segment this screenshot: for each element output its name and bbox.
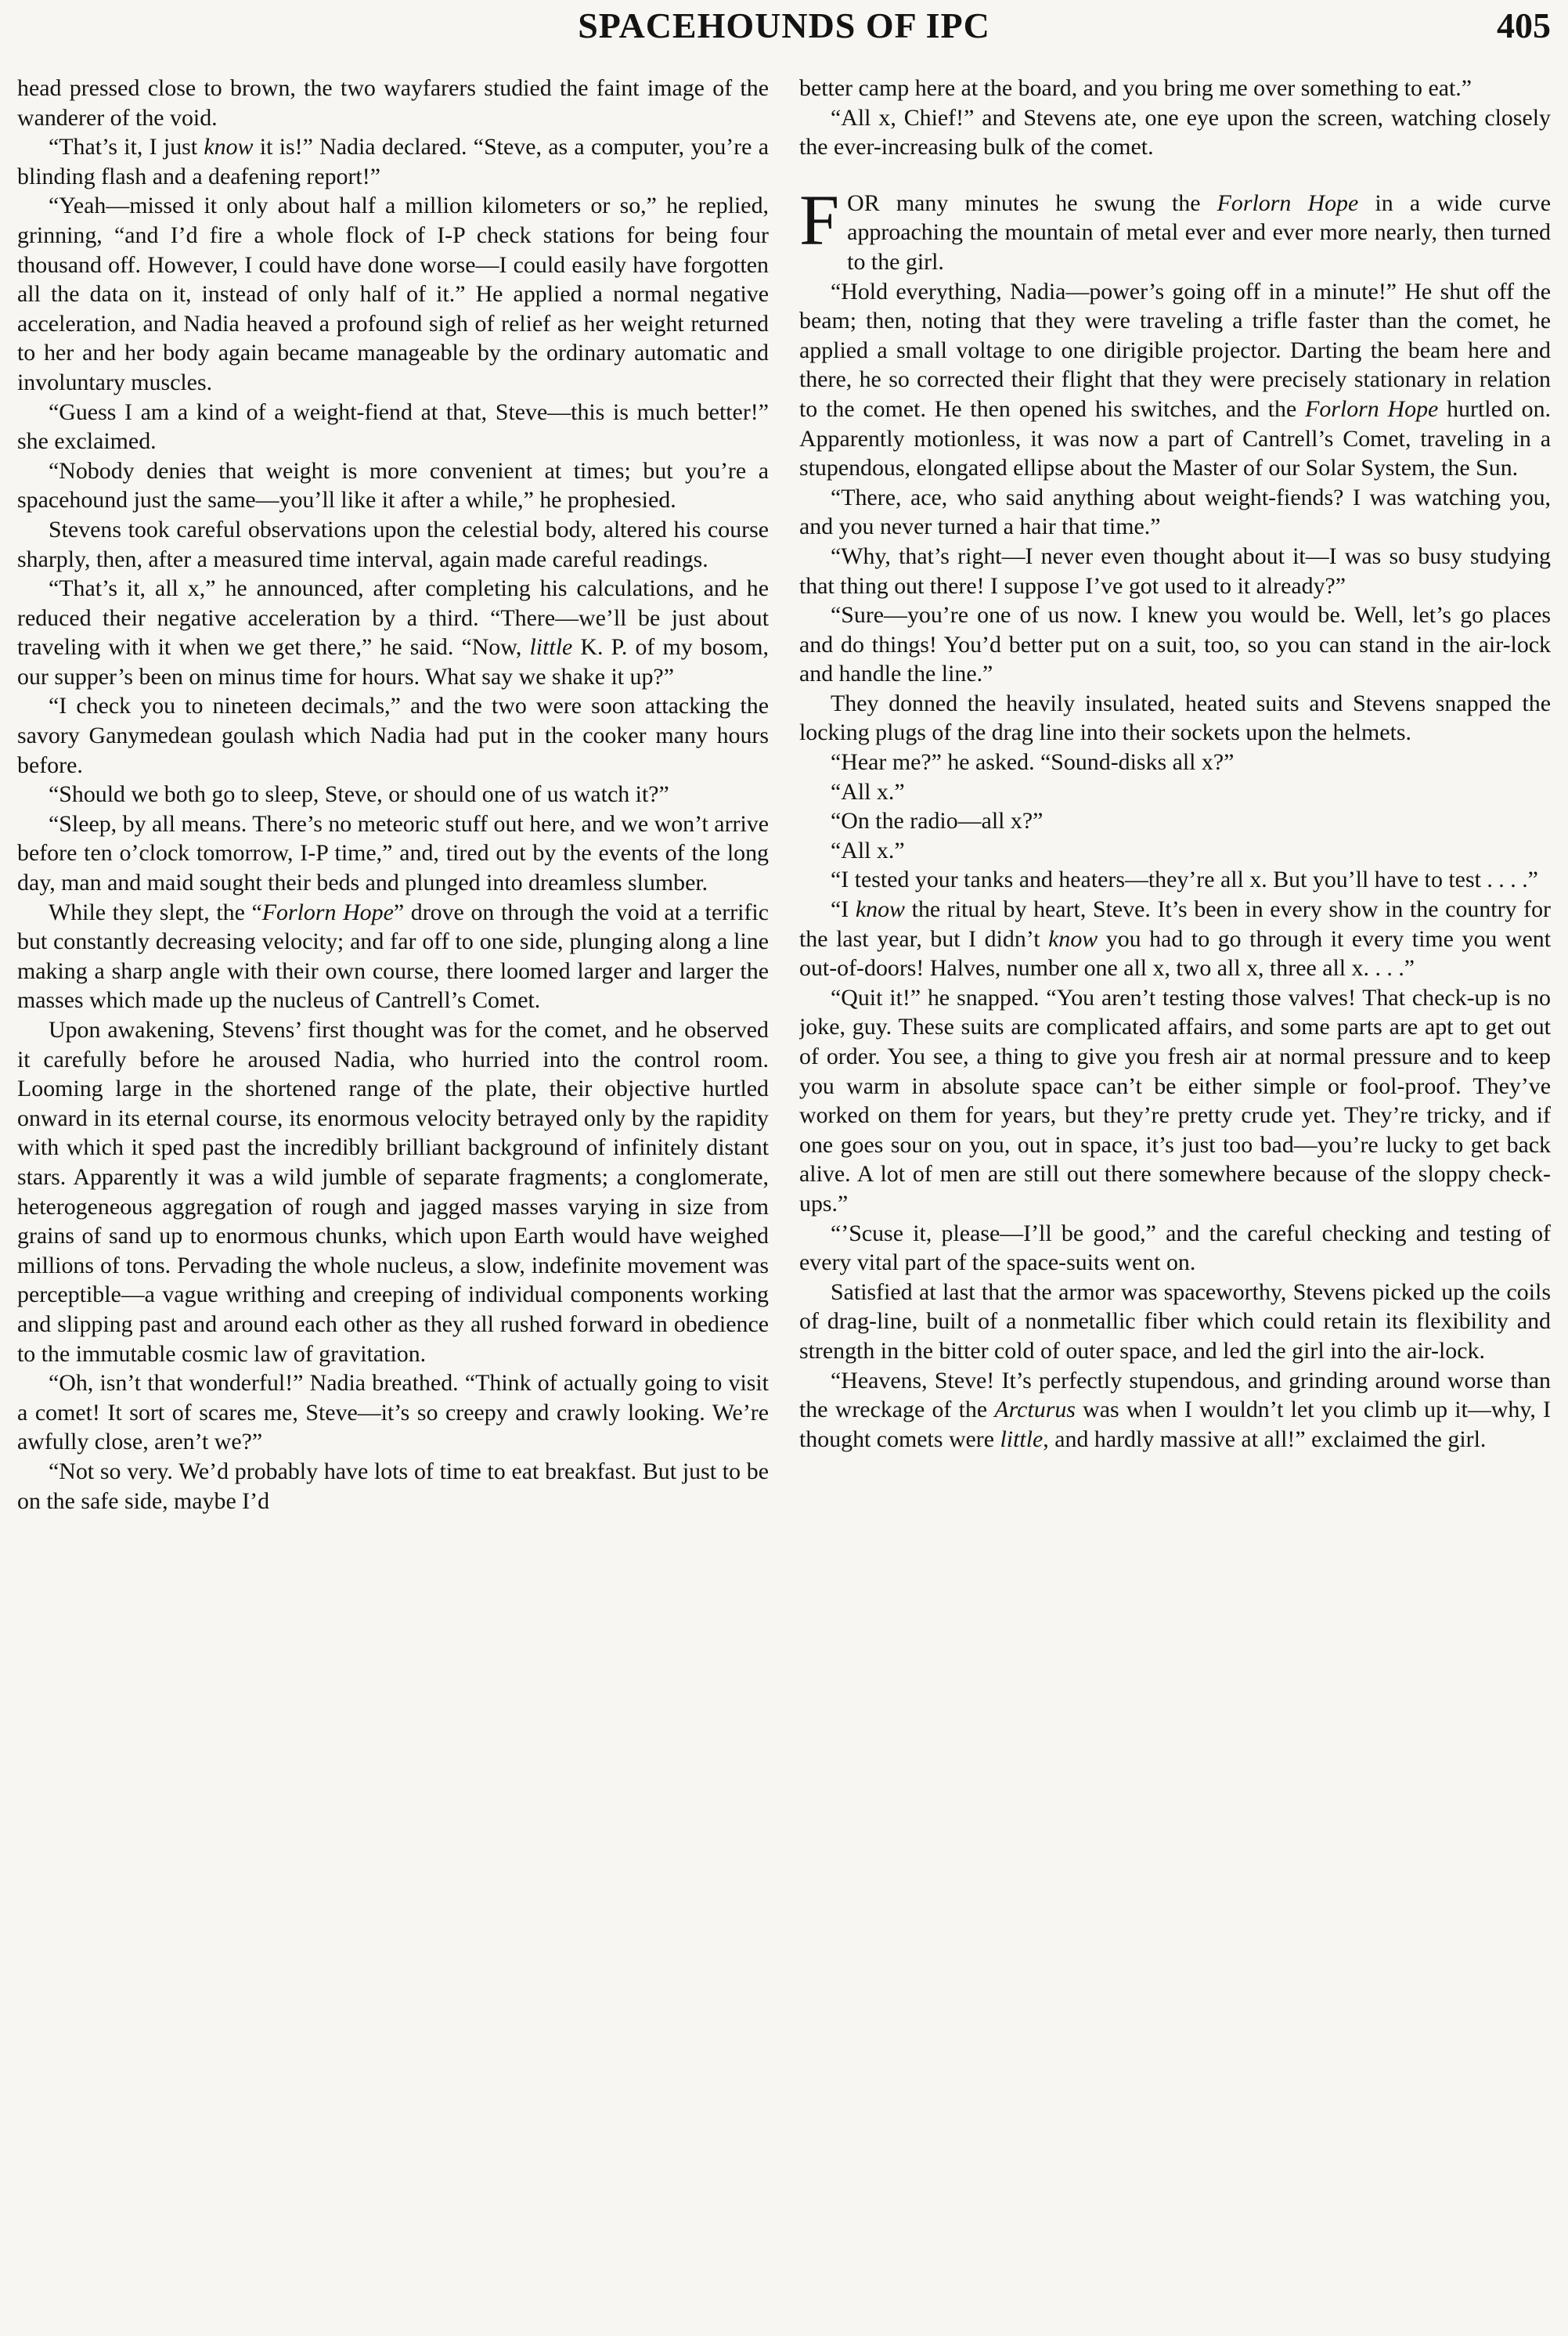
paragraph: Upon awakening, Stevens’ first thought was for the comet, and he observed it carefully before he aroused Nadia, who hurried into the control room. Looming large in the shortened range of the plate, their objective hurtled onward in its eternal course, its enormous velocity betrayed only by the rapidity with which it sped past the incredibly brilliant background of infinitely distant stars. Apparently it was a wild jumble of separate fragments; a conglomerate, heterogeneous aggregation of rough and jagged masses varying in size from grains of sand up to enormous chunks, which upon Earth would have weighed millions of tons. Pervading the whole nucleus, a slow, indefinite movement was perceptible—a vague writhing and creeping of individual components working and slipping past and around each other as they all rushed forward in obedience to the immutable cosmic law of gravitation.: [17, 1017, 769, 1367]
paragraph: “Nobody denies that weight is more convenient at times; but you’re a spacehound just the same—you’ll like it after a while,” he prophesied.: [17, 457, 769, 514]
paragraph: “Heavens, Steve! It’s perfectly stupendous, and grinding around worse than the wreckage of the Arcturus was when I wouldn’t let you climb up it—why, I thought comets were little, and hardly massive at all!” exclaimed the girl.: [799, 1367, 1551, 1452]
drop-cap: F: [799, 179, 840, 260]
paragraph: “That’s it, I just know it is!” Nadia declared. “Steve, as a computer, you’re a blinding flash and a deafening report!”: [17, 134, 769, 189]
page-number: 405: [1497, 5, 1551, 45]
paragraph: “All x.”: [831, 778, 905, 805]
paragraph: “Should we both go to sleep, Steve, or should one of us watch it?”: [49, 781, 669, 808]
paragraph: “That’s it, all x,” he announced, after completing his calculations, and he reduced their negative acceleration by a third. “There—we’ll be just about traveling with it when we get there,” he said. “Now, little K. P. of my bosom, our supper’s been on minus time for hours. What say we shake it up?”: [17, 575, 769, 690]
paragraph: “Guess I am a kind of a weight-fiend at that, Steve—this is much better!” she exclaimed.: [17, 398, 769, 455]
continued-paragraph: better camp here at the board, and you bring me over something to eat.”: [799, 75, 1472, 101]
paragraph: They donned the heavily insulated, heated suits and Stevens snapped the locking plugs of the drag line into their sockets upon the helmets.: [799, 690, 1551, 746]
paragraph: “Quit it!” he snapped. “You aren’t testing those valves! That check-up is no joke, guy. These suits are complicated affairs, and some parts are apt to get out of order. You see, a thing to give you fresh air at normal pressure and to keep you warm in absolute space can’t be either simple or fool-proof. They’ve worked on them for years, but they’re pretty crude yet. They’re tricky, and if one goes sour on you, out in space, it’s just too bad—you’re lucky to get back alive. A lot of men are still out there somewhere because of the sloppy check-ups.”: [799, 984, 1551, 1217]
paragraph: “All x, Chief!” and Stevens ate, one eye upon the screen, watching closely the ever-increasing bulk of the comet.: [799, 104, 1551, 160]
paragraph: “’Scuse it, please—I’ll be good,” and the careful checking and testing of every vital part of the space-suits went on.: [799, 1220, 1551, 1276]
running-title: SPACEHOUNDS OF IPC: [578, 5, 990, 45]
paragraph: “I check you to nineteen decimals,” and the two were soon attacking the savory Ganymedean goulash which Nadia had put in the cooker many hours before.: [17, 693, 769, 778]
section-opening-paragraph: [799, 179, 1551, 277]
column-left: [17, 74, 769, 2327]
paragraph: “Not so very. We’d probably have lots of time to eat breakfast. But just to be on the safe side, maybe I’d: [17, 1458, 769, 1514]
paragraphs-before-break: [799, 103, 1551, 162]
paragraph: “Hear me?” he asked. “Sound-disks all x?”: [831, 749, 1235, 776]
column-right: [799, 74, 1551, 2327]
paragraph: “On the radio—all x?”: [831, 808, 1044, 835]
paragraph: “Why, that’s right—I never even thought about it—I was so busy studying that thing out there! I suppose I’ve got used to it already?”: [799, 543, 1551, 599]
paragraph: “I tested your tanks and heaters—they’re all x. But you’ll have to test . . . .”: [831, 867, 1538, 893]
paragraph: “There, ace, who said anything about weight-fiends? I was watching you, and you never turned a hair that time.”: [799, 484, 1551, 540]
text-columns: [17, 74, 1551, 2327]
paragraph: head pressed close to brown, the two wayfarers studied the faint image of the wanderer of the void.: [17, 75, 769, 131]
paragraph: “Hold everything, Nadia—power’s going off in a minute!” He shut off the beam; then, noting that they were traveling a trifle faster than the comet, he applied a small voltage to one dirigible projector. Darting the beam here and there, he so corrected their flight that they were precisely stationary in relation to the comet. He then opened his switches, and the Forlorn Hope hurtled on. Apparently motionless, it was now a part of Cantrell’s Comet, traveling in a stupendous, elongated ellipse about the Master of our Solar System, the Sun.: [799, 278, 1551, 481]
paragraph: “I know the ritual by heart, Steve. It’s been in every show in the country for the last year, but I didn’t know you had to go through it every time you went out-of-doors! Halves, number one all x, two all x, three all x. . . .”: [799, 896, 1551, 982]
page-header: [0, 5, 1568, 59]
section-opening-text: OR many minutes he swung the Forlorn Hope in a wide curve approaching the mountain of metal ever and ever more nearly, then turned to the girl.: [847, 189, 1551, 275]
paragraph: “All x.”: [831, 837, 905, 863]
paragraph: “Oh, isn’t that wonderful!” Nadia breathed. “Think of actually going to visit a comet! It sort of scares me, Steve—it’s so creepy and crawly looking. We’re awfully close, aren’t we?”: [17, 1370, 769, 1455]
paragraph: “Sure—you’re one of us now. I knew you would be. Well, let’s go places and do things! You’d better put on a suit, too, so you can stand in the air-lock and handle the line.”: [799, 602, 1551, 687]
paragraphs-after-break: [799, 277, 1551, 1455]
paragraph: While they slept, the “Forlorn Hope” drove on through the void at a terrific but constantly decreasing velocity; and far off to one side, plunging along a line making a sharp angle with their own course, there loomed larger and larger the masses which made up the nucleus of Cantrell’s Comet.: [17, 899, 769, 1014]
paragraph: Stevens took careful observations upon the celestial body, altered his course sharply, then, after a measured time interval, again made careful readings.: [17, 516, 769, 572]
paragraph: “Yeah—missed it only about half a million kilometers or so,” he replied, grinning, “and I’d fire a whole flock of I-P check stations for being four thousand off. However, I could have done worse—I could easily have forgotten all the data on it, instead of only half of it.” He applied a normal negative acceleration, and Nadia heaved a profound sigh of relief as her weight returned to her and her body again became manageable by the ordinary automatic and involuntary muscles.: [17, 193, 769, 395]
paragraph: “Sleep, by all means. There’s no meteoric stuff out here, and we won’t arrive before ten o’clock tomorrow, I-P time,” and, tired out by the events of the long day, man and maid sought their beds and plunged into dreamless slumber.: [17, 810, 769, 896]
paragraph: Satisfied at last that the armor was spaceworthy, Stevens picked up the coils of drag-line, built of a nonmetallic fiber which could retain its flexibility and strength in the bitter cold of outer space, and led the girl into the air-lock.: [799, 1278, 1551, 1364]
